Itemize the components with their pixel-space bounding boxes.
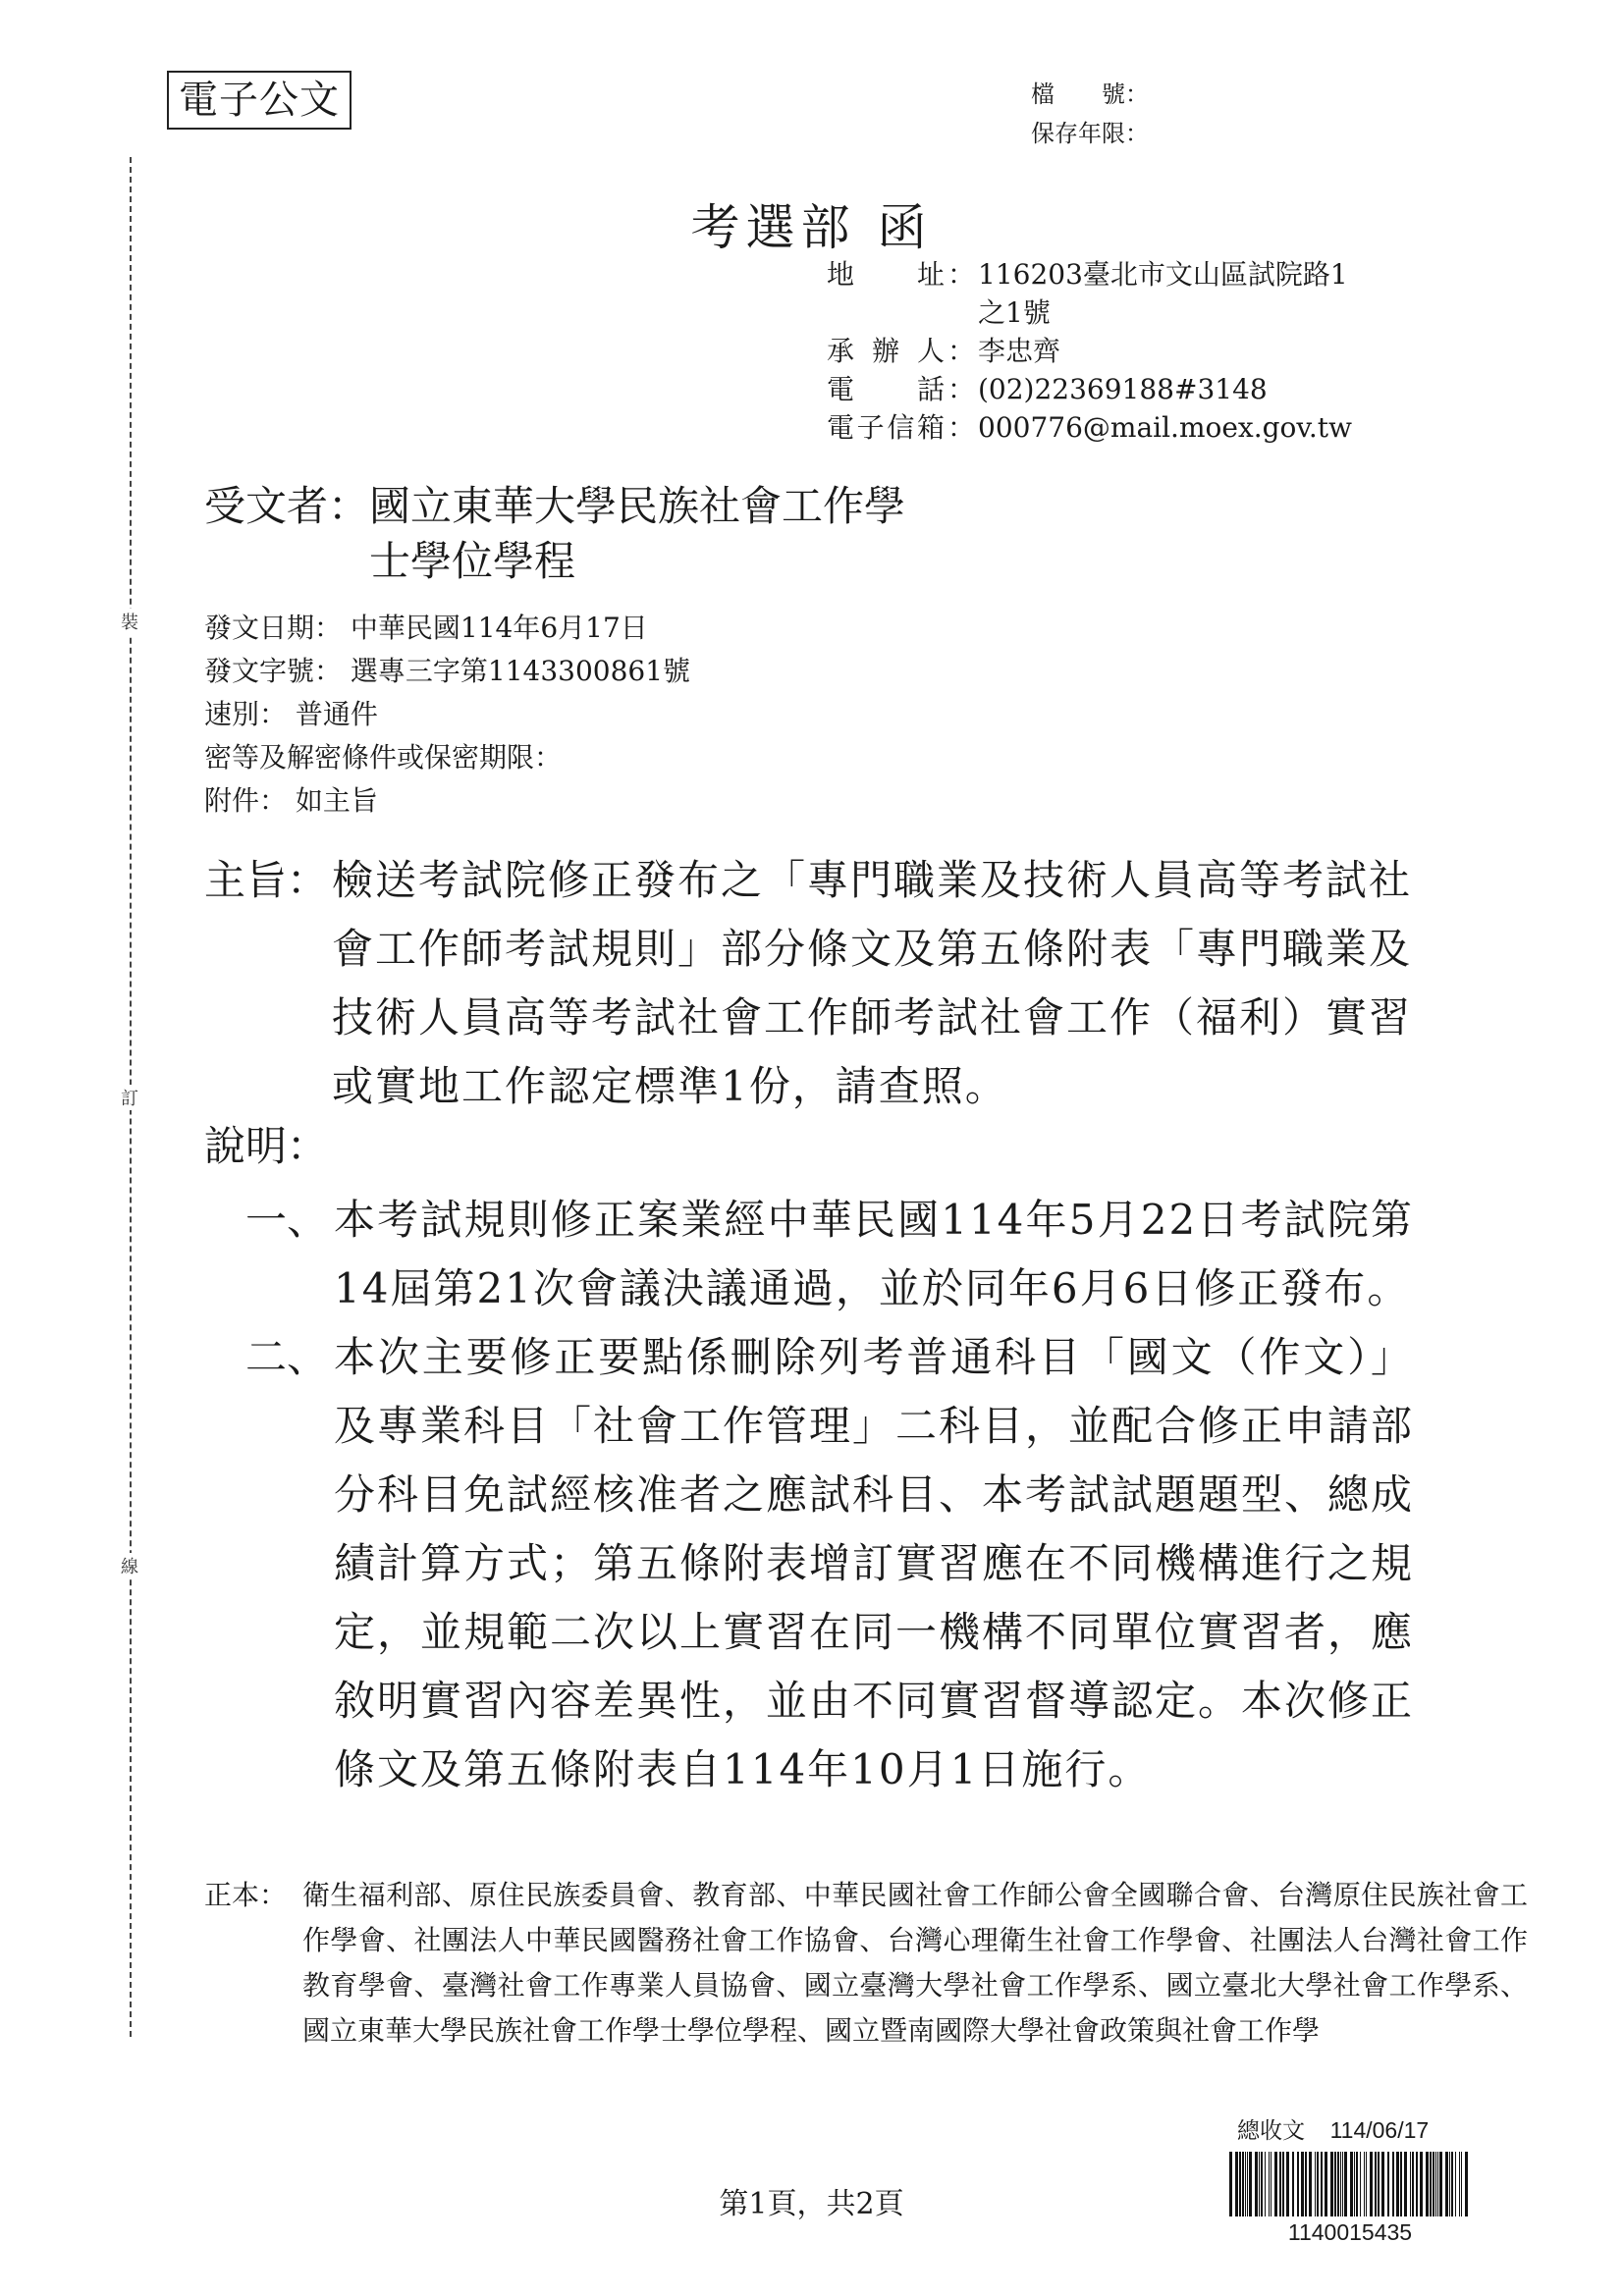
file-number-label: 檔 號： bbox=[1031, 80, 1149, 108]
item-number: 一、 bbox=[245, 1196, 329, 1244]
barcode-bar bbox=[1430, 2152, 1432, 2216]
barcode-bar bbox=[1435, 2152, 1436, 2216]
barcode-bar bbox=[1317, 2152, 1319, 2216]
barcode-bar bbox=[1354, 2152, 1355, 2216]
subject bbox=[204, 846, 1412, 1121]
barcode-bar bbox=[1461, 2152, 1462, 2216]
barcode-bar bbox=[1261, 2152, 1263, 2216]
barcode-bar bbox=[1375, 2152, 1377, 2216]
barcode-bar bbox=[1292, 2152, 1294, 2216]
barcode-bar bbox=[1455, 2152, 1456, 2216]
barcode-bar bbox=[1249, 2152, 1252, 2216]
barcode-number: 1140015435 bbox=[1287, 2219, 1413, 2245]
page-number: 第1頁，共2頁 bbox=[719, 2187, 904, 2221]
barcode-bar bbox=[1342, 2152, 1343, 2216]
barcode-bar bbox=[1245, 2152, 1246, 2216]
phone-number: (02)22369188#3148 bbox=[978, 373, 1268, 405]
receipt-stamp bbox=[1237, 2112, 1429, 2145]
retention-period-label: 保存年限： bbox=[1031, 120, 1149, 147]
barcode-bar bbox=[1426, 2152, 1429, 2216]
barcode-bar bbox=[1381, 2152, 1384, 2216]
recipient-label: 受文者： bbox=[204, 482, 370, 530]
barcode-bar bbox=[1433, 2152, 1434, 2216]
barcode-bar bbox=[1396, 2152, 1399, 2216]
issue-date: 發文日期： 中華民國114年6月17日 bbox=[204, 612, 648, 644]
attachment: 附件： 如主旨 bbox=[204, 784, 378, 817]
barcode-bar bbox=[1416, 2152, 1418, 2216]
barcode-bar bbox=[1392, 2152, 1394, 2216]
barcode bbox=[1227, 2152, 1473, 2216]
phone-label: 電話 bbox=[827, 373, 945, 405]
barcode-bar bbox=[1387, 2152, 1389, 2216]
barcode-bar bbox=[1259, 2152, 1260, 2216]
email-address: 000776@mail.moex.gov.tw bbox=[978, 411, 1353, 444]
email-label: 電子信箱 bbox=[827, 411, 945, 444]
receipt-label: 總收文 bbox=[1237, 2117, 1305, 2143]
binding-mark-ding: 訂 bbox=[121, 1085, 138, 1110]
explanation-item bbox=[245, 1186, 1414, 1323]
barcode-bar bbox=[1465, 2152, 1468, 2216]
barcode-bar bbox=[1356, 2152, 1358, 2216]
barcode-bar bbox=[1305, 2152, 1307, 2216]
barcode-bar bbox=[1282, 2152, 1284, 2216]
item-text: 本考試規則修正案業經中華民國114年5月22日考試院第14屆第21次會議決議通過，並於同年6月6日修正發布。 bbox=[334, 1196, 1414, 1312]
barcode-bar bbox=[1445, 2152, 1448, 2216]
subject-text: 檢送考試院修正發布之「專門職業及技術人員高等考試社會工作師考試規則」部分條文及第五條附表「專門職業及技術人員高等考試社會工作師考試社會工作（福利）實習或實地工作認定標準1份，請查照。 bbox=[332, 856, 1413, 1110]
handler-label: 承辦人 bbox=[827, 335, 945, 367]
copies-label: 正本： bbox=[204, 1879, 288, 1911]
barcode-bar bbox=[1279, 2152, 1281, 2216]
barcode-bar bbox=[1410, 2152, 1411, 2216]
barcode-bar bbox=[1235, 2152, 1238, 2216]
barcode-bar bbox=[1286, 2152, 1289, 2216]
recipient-value: 國立東華大學民族社會工作學士學位學程 bbox=[369, 482, 906, 585]
barcode-bar bbox=[1337, 2152, 1339, 2216]
barcode-bar bbox=[1325, 2152, 1327, 2216]
barcode-bar bbox=[1255, 2152, 1258, 2216]
barcode-bar bbox=[1239, 2152, 1241, 2216]
document-number: 發文字號： 選專三字第1143300861號 bbox=[204, 655, 691, 687]
barcode-bar bbox=[1439, 2152, 1442, 2216]
binding-mark-zhuang: 裝 bbox=[121, 609, 138, 634]
binding-mark-xian: 線 bbox=[121, 1553, 138, 1578]
barcode-bar bbox=[1449, 2152, 1450, 2216]
explanation-item bbox=[245, 1323, 1414, 1804]
barcode-bar bbox=[1420, 2152, 1423, 2216]
barcode-bar bbox=[1344, 2152, 1347, 2216]
address-line-1: 116203臺北市文山區試院路1 bbox=[978, 258, 1348, 291]
secrecy-level: 密等及解密條件或保密期限： bbox=[204, 741, 563, 774]
address-line-2: 之1號 bbox=[978, 296, 1051, 329]
barcode-bar bbox=[1269, 2152, 1270, 2216]
barcode-bar bbox=[1366, 2152, 1367, 2216]
barcode-bar bbox=[1400, 2152, 1402, 2216]
barcode-bar bbox=[1247, 2152, 1248, 2216]
document-metadata bbox=[204, 607, 690, 823]
copies-to bbox=[204, 1873, 1528, 2054]
barcode-bar bbox=[1364, 2152, 1365, 2216]
handler-name: 李忠齊 bbox=[978, 335, 1061, 367]
barcode-bar bbox=[1229, 2152, 1232, 2216]
recipient bbox=[204, 479, 919, 589]
barcode-bar bbox=[1370, 2152, 1373, 2216]
delivery-speed: 速別： 普通件 bbox=[204, 698, 378, 730]
copies-text: 衛生福利部、原住民族委員會、教育部、中華民國社會工作師公會全國聯合會、台灣原住民族社會工作學會、社團法人中華民國醫務社會工作協會、台灣心理衛生社會工作學會、社團法人台灣社會工作教育學會、臺灣社會工作專業人員協會、國立臺灣大學社會工作學系、國立臺北大學社會工作學系、國立東華大學民族社會工作學士學位學程、國立暨南國際大學社會政策與社會工作學 bbox=[302, 1879, 1528, 2047]
barcode-bar bbox=[1350, 2152, 1353, 2216]
item-number: 二、 bbox=[245, 1333, 329, 1381]
file-info bbox=[1031, 75, 1149, 153]
barcode-bar bbox=[1340, 2152, 1341, 2216]
barcode-bar bbox=[1315, 2152, 1316, 2216]
barcode-bar bbox=[1404, 2152, 1407, 2216]
barcode-bar bbox=[1242, 2152, 1244, 2216]
barcode-bar bbox=[1360, 2152, 1361, 2216]
barcode-bar bbox=[1301, 2152, 1304, 2216]
barcode-bar bbox=[1437, 2152, 1438, 2216]
explanation-label: 說明： bbox=[204, 1122, 329, 1170]
barcode-bar bbox=[1459, 2152, 1460, 2216]
barcode-bar bbox=[1309, 2152, 1312, 2216]
barcode-bar bbox=[1297, 2152, 1299, 2216]
receipt-date: 114/06/17 bbox=[1329, 2117, 1430, 2143]
barcode-bar bbox=[1321, 2152, 1323, 2216]
document-title: 考選部 函 bbox=[690, 199, 933, 256]
barcode-bar bbox=[1378, 2152, 1380, 2216]
barcode-bar bbox=[1451, 2152, 1453, 2216]
barcode-bar bbox=[1412, 2152, 1414, 2216]
address-label: 地址 bbox=[827, 258, 945, 291]
barcode-bar bbox=[1330, 2152, 1333, 2216]
barcode-bar bbox=[1334, 2152, 1336, 2216]
barcode-bar bbox=[1265, 2152, 1266, 2216]
item-text: 本次主要修正要點係刪除列考普通科目「國文（作文）」及專業科目「社會工作管理」二科目，並配合修正申請部分科目免試經核准者之應試科目、本考試試題題型、總成績計算方式；第五條附表增訂實習應在不同機構進行之規定，並規範二次以上實習在同一機構不同單位實習者，應敘明實習內容差異性，並由不同實習督導認定。本次修正條文及第五條附表自114年10月1日施行。 bbox=[334, 1333, 1415, 1793]
e-document-stamp: 電子公文 bbox=[167, 71, 352, 130]
barcode-bar bbox=[1274, 2152, 1277, 2216]
subject-label: 主旨： bbox=[204, 856, 329, 904]
sender-info: 地址 ： 116203臺北市文山區試院路1 之1號 承辦人 ： 李忠齊 電話 ： (02)22369188#3148 電子信箱 ： 000776@mail.moex.gov.tw bbox=[827, 255, 1352, 447]
